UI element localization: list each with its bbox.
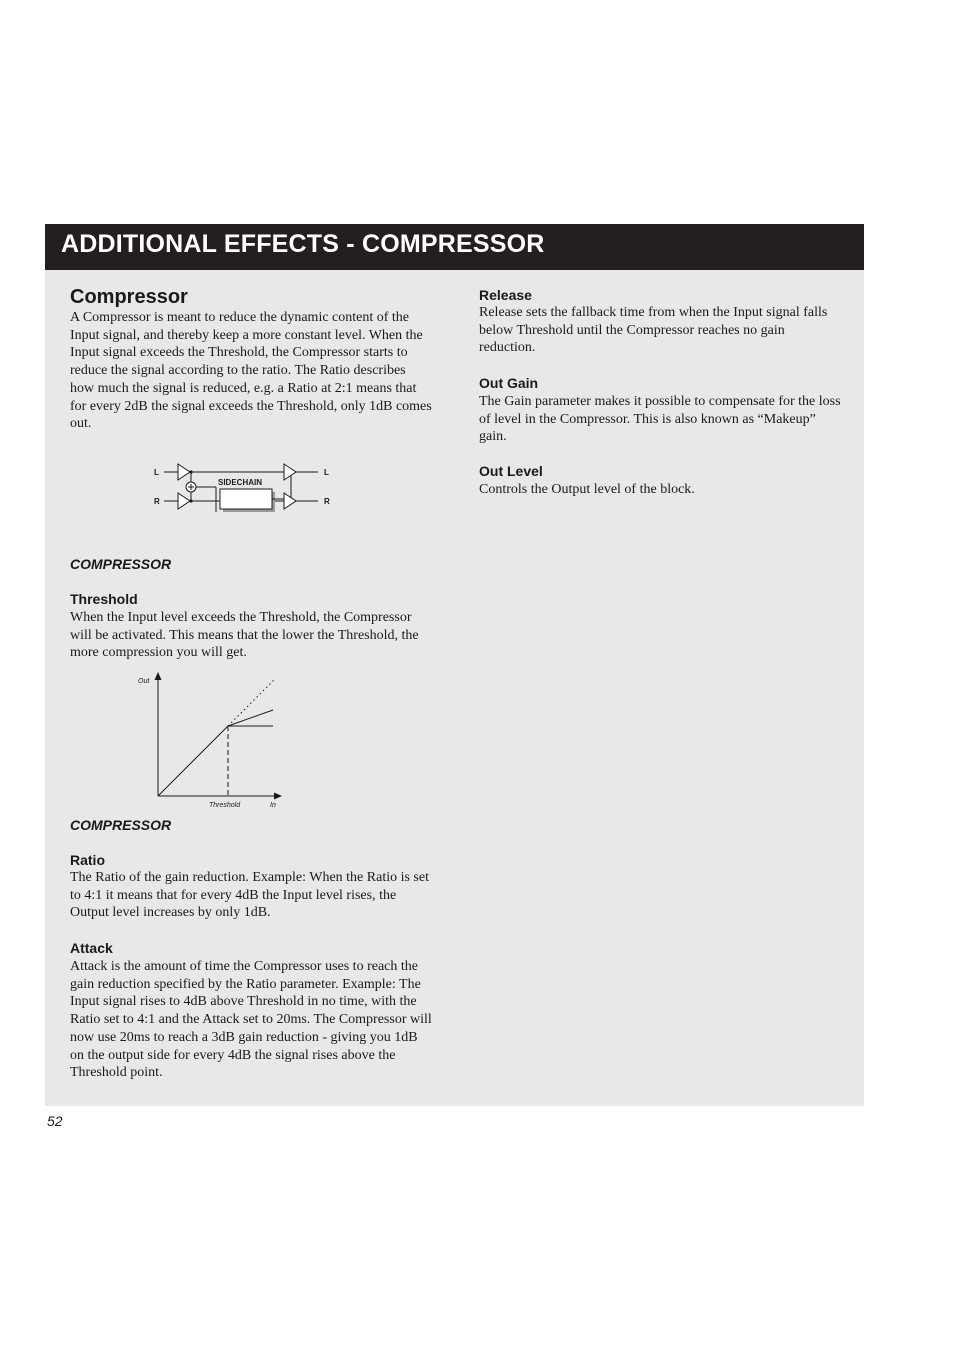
input-right-label: R — [154, 497, 160, 506]
out-gain-paragraph: The Gain parameter makes it possible to compensate for the loss of level in the Compressor. This is also known as “Makeup” gain. — [479, 394, 841, 445]
out-level-heading: Out Level — [479, 463, 543, 479]
release-heading: Release — [479, 287, 532, 303]
ratio-line — [228, 710, 273, 726]
ratio-paragraph: The Ratio of the gain reduction. Example: When the Ratio is set to 4:1 it means that for every 4dB the Input level rises, the Output level increases by only 1dB. — [70, 870, 429, 921]
graph-threshold-label: Threshold — [209, 802, 241, 809]
threshold-paragraph: When the Input level exceeds the Threshold, the Compressor will be activated. This means that the lower the Threshold, the more compression you will get. — [70, 610, 419, 661]
input-amp-right-icon — [178, 493, 190, 509]
header-bar — [45, 224, 864, 270]
output-left-label: L — [324, 468, 329, 477]
sidechain-box — [220, 489, 272, 509]
attack-heading: Attack — [70, 940, 113, 956]
x-axis-arrow-icon — [274, 793, 282, 800]
ratio-heading: Ratio — [70, 852, 105, 868]
input-left-label: L — [154, 468, 159, 477]
unity-gain-line — [158, 726, 228, 796]
content-panel — [45, 270, 864, 1106]
sidechain-label: SIDECHAIN — [218, 478, 263, 487]
input-amp-left-icon — [178, 464, 190, 480]
figure-caption-graph: COMPRESSOR — [70, 817, 172, 833]
page-title: ADDITIONAL EFFECTS - COMPRESSOR — [61, 230, 545, 258]
release-paragraph: Release sets the fallback time from when the Input signal falls below Threshold until the Compressor reaches no gain reduction. — [479, 305, 828, 356]
section-title: Compressor — [70, 286, 188, 308]
graph-out-label: Out — [138, 678, 150, 685]
uncompressed-dotted-line — [228, 680, 274, 726]
output-vca-left-icon — [284, 464, 296, 480]
output-vca-right-icon — [284, 493, 296, 509]
page-number: 52 — [47, 1113, 63, 1129]
graph-in-label: In — [270, 802, 276, 809]
figure-caption-block-diagram: COMPRESSOR — [70, 556, 172, 572]
y-axis-arrow-icon — [155, 672, 162, 680]
attack-paragraph: Attack is the amount of time the Compressor uses to reach the gain reduction specified by the Ratio parameter. Example: The Input signal rises to 4dB above Threshold in no time, with the Ratio set to 4:1 and the Attack set to 20ms. The Compressor will now use 20ms to reach a 3dB gain reduction - giving you 1dB on the output side for every 4dB the signal rises above the Threshold point. — [70, 959, 432, 1081]
out-gain-heading: Out Gain — [479, 375, 539, 391]
out-level-paragraph: Controls the Output level of the block. — [479, 482, 695, 497]
threshold-heading: Threshold — [70, 591, 138, 607]
intro-paragraph: A Compressor is meant to reduce the dynamic content of the Input signal, and thereby keep a more constant level. When the Input signal exceeds the Threshold, the Compressor starts to reduce the signal according to the ratio. The Ratio describes how much the signal is reduced, e.g. a Ratio at 2:1 means that for every 2dB the signal exceeds the Threshold, only 1dB comes out. — [70, 310, 432, 432]
threshold-graph — [130, 668, 290, 814]
compressor-block-diagram — [150, 455, 340, 545]
output-right-label: R — [324, 497, 330, 506]
